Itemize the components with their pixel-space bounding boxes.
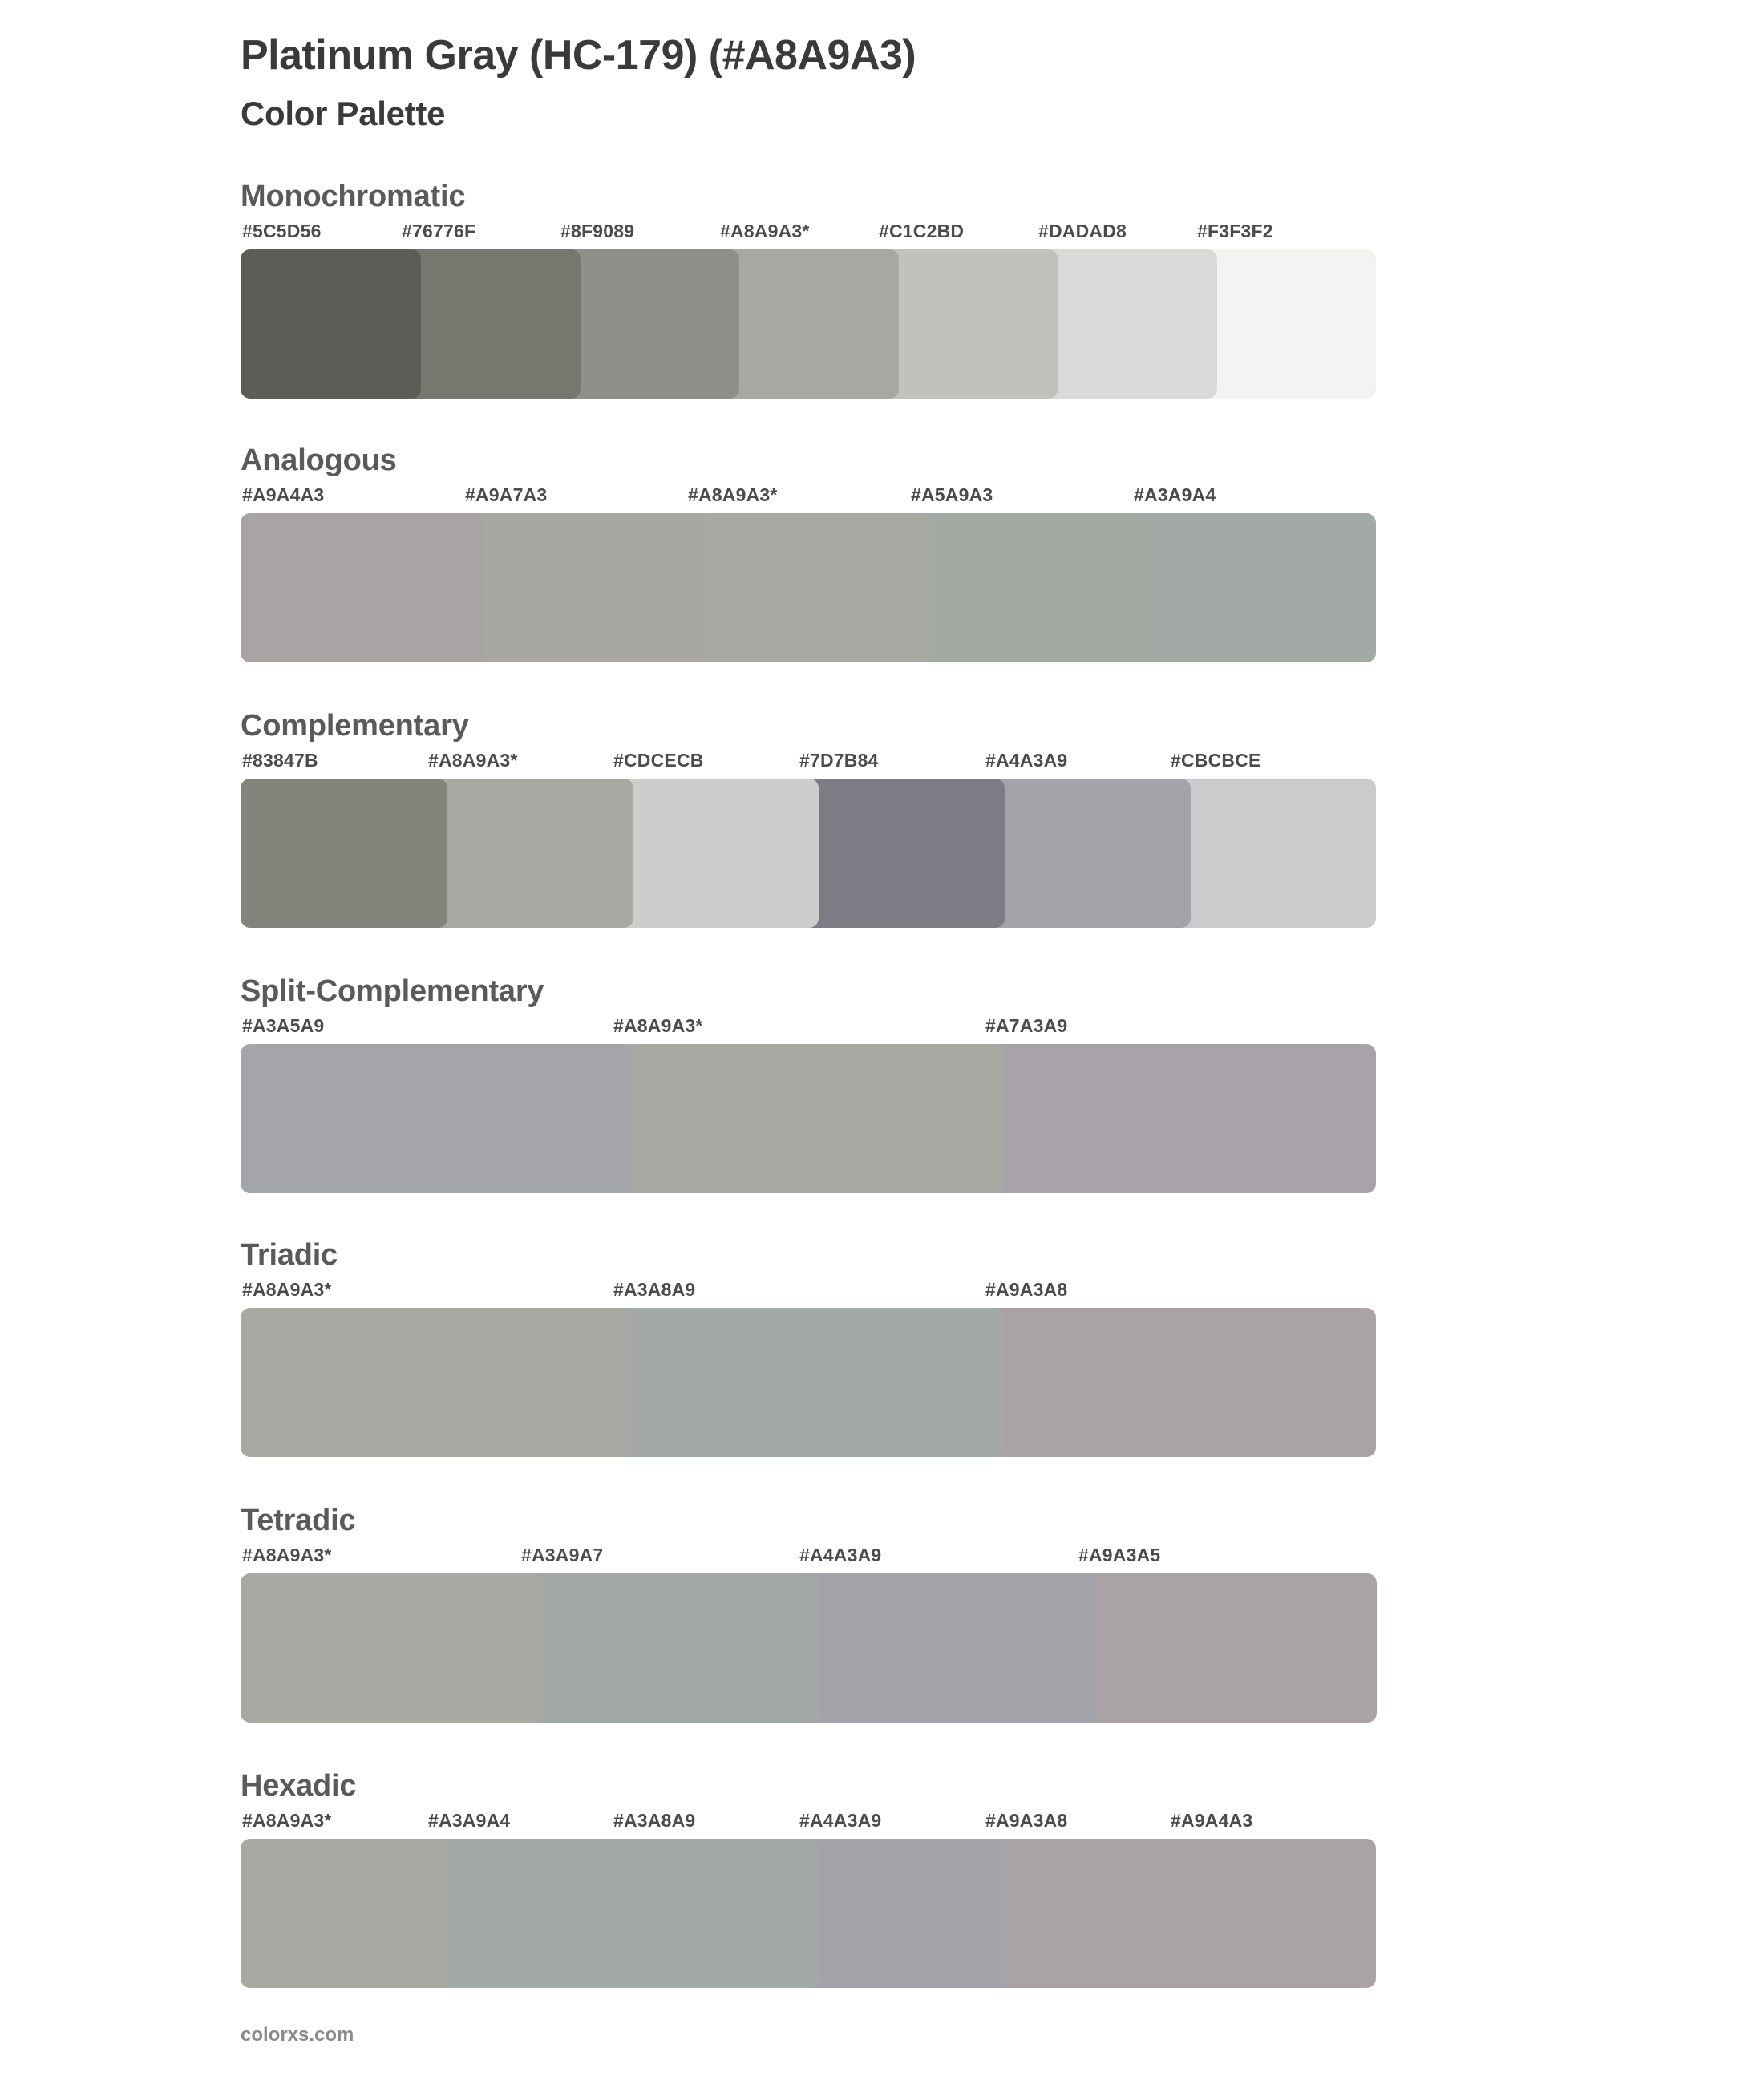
color-swatch[interactable] [718,249,899,399]
section-title: Tetradic [241,1503,356,1537]
color-swatch-label: #A3A8A9 [613,1809,696,1831]
page-subtitle: Color Palette [241,94,446,132]
color-swatch[interactable] [612,1839,819,1988]
swatch-row [241,484,1764,662]
color-swatch-label: #C1C2BD [879,220,965,241]
color-swatch[interactable] [686,513,930,662]
color-swatch[interactable] [984,779,1191,928]
section-title: Monochromatic [241,179,466,213]
palette-section-complementary [0,662,1764,928]
color-swatch-label: #A4A3A9 [799,1544,882,1565]
palette-section-hexadic [0,1723,1764,1988]
color-swatch[interactable] [400,249,581,399]
color-swatch-label: #A8A9A3* [242,1544,332,1565]
color-swatch-label: #A7A3A9 [985,1014,1068,1036]
color-swatch-label: #A5A9A3 [911,484,993,505]
section-title: Hexadic [241,1768,357,1803]
color-swatch[interactable] [559,249,739,399]
color-swatch[interactable] [612,1308,1004,1457]
swatch-row [241,1545,1764,1723]
color-swatch-label: #A8A9A3* [720,220,810,241]
site-credit: colorxs.com [241,2024,354,2046]
color-swatch[interactable] [241,1308,633,1457]
section-title: Split-Complementary [241,974,544,1008]
color-swatch[interactable] [241,1044,633,1193]
color-swatch[interactable] [1196,249,1376,399]
color-swatch-label: #F3F3F2 [1197,220,1273,241]
palette-section-monochromatic [0,133,1764,397]
color-swatch-label: #A4A3A9 [985,749,1068,771]
color-swatch-label: #A9A4A3 [242,484,325,505]
color-swatch-label: #CBCBCE [1171,749,1261,771]
color-swatch-label: #A3A8A9 [613,1278,696,1300]
color-swatch-label: #5C5D56 [242,220,322,241]
color-swatch[interactable] [798,1839,1005,1988]
color-swatch[interactable] [427,1839,633,1988]
color-swatch[interactable] [1077,1573,1377,1723]
color-swatch[interactable] [241,1573,540,1723]
color-swatch[interactable] [1169,1839,1376,1988]
color-swatch-label: #DADAD8 [1038,220,1127,241]
palette-sections [0,133,1764,1988]
color-swatch[interactable] [798,779,1005,928]
color-swatch-label: #A8A9A3* [688,484,778,505]
color-swatch-label: #A8A9A3* [242,1278,332,1300]
color-swatch-label: #A8A9A3* [242,1809,332,1831]
color-swatch-label: #A3A9A4 [428,1809,511,1831]
color-swatch-label: #83847B [242,749,318,771]
color-swatch-label: #8F9089 [560,220,635,241]
color-swatch[interactable] [984,1839,1191,1988]
color-swatch-label: #A8A9A3* [428,749,518,771]
color-swatch-label: #A3A9A4 [1134,484,1216,505]
color-swatch-label: #76776F [402,220,476,241]
color-swatch[interactable] [463,513,707,662]
palette-section-tetradic [0,1457,1764,1723]
color-swatch[interactable] [241,513,484,662]
color-swatch[interactable] [241,1839,447,1988]
palette-section-split-complementary [0,928,1764,1192]
color-swatch[interactable] [241,779,447,928]
swatch-row [241,750,1764,928]
color-swatch-label: #A9A4A3 [1171,1809,1253,1831]
color-swatch-label: #A8A9A3* [613,1014,703,1036]
page-title: Platinum Gray (HC-179) (#A8A9A3) [241,32,916,79]
color-swatch[interactable] [612,1044,1004,1193]
swatch-row [241,1015,1764,1192]
color-swatch[interactable] [877,249,1058,399]
color-swatch-label: #A3A9A7 [521,1544,604,1565]
swatch-row [241,221,1764,397]
color-swatch[interactable] [984,1308,1376,1457]
color-swatch-label: #A9A3A8 [985,1278,1068,1300]
color-swatch-label: #A4A3A9 [799,1809,882,1831]
color-swatch[interactable] [612,779,819,928]
color-swatch[interactable] [427,779,633,928]
section-title: Triadic [241,1237,338,1272]
swatch-row [241,1810,1764,1988]
color-swatch-label: #A9A3A5 [1078,1544,1161,1565]
color-swatch-label: #A9A3A8 [985,1809,1068,1831]
color-swatch[interactable] [241,249,421,399]
color-swatch[interactable] [1169,779,1376,928]
color-swatch-label: #CDCECB [613,749,704,771]
color-swatch-label: #A3A5A9 [242,1014,325,1036]
color-swatch[interactable] [909,513,1153,662]
color-swatch[interactable] [984,1044,1376,1193]
palette-section-triadic [0,1192,1764,1457]
swatch-row [241,1279,1764,1457]
section-title: Analogous [241,443,397,477]
color-swatch-label: #A9A7A3 [465,484,548,505]
color-swatch-label: #7D7B84 [799,749,879,771]
palette-section-analogous [0,397,1764,662]
color-swatch[interactable] [1132,513,1376,662]
section-title: Complementary [241,708,469,743]
color-swatch[interactable] [520,1573,819,1723]
color-swatch[interactable] [1037,249,1217,399]
color-swatch[interactable] [798,1573,1098,1723]
